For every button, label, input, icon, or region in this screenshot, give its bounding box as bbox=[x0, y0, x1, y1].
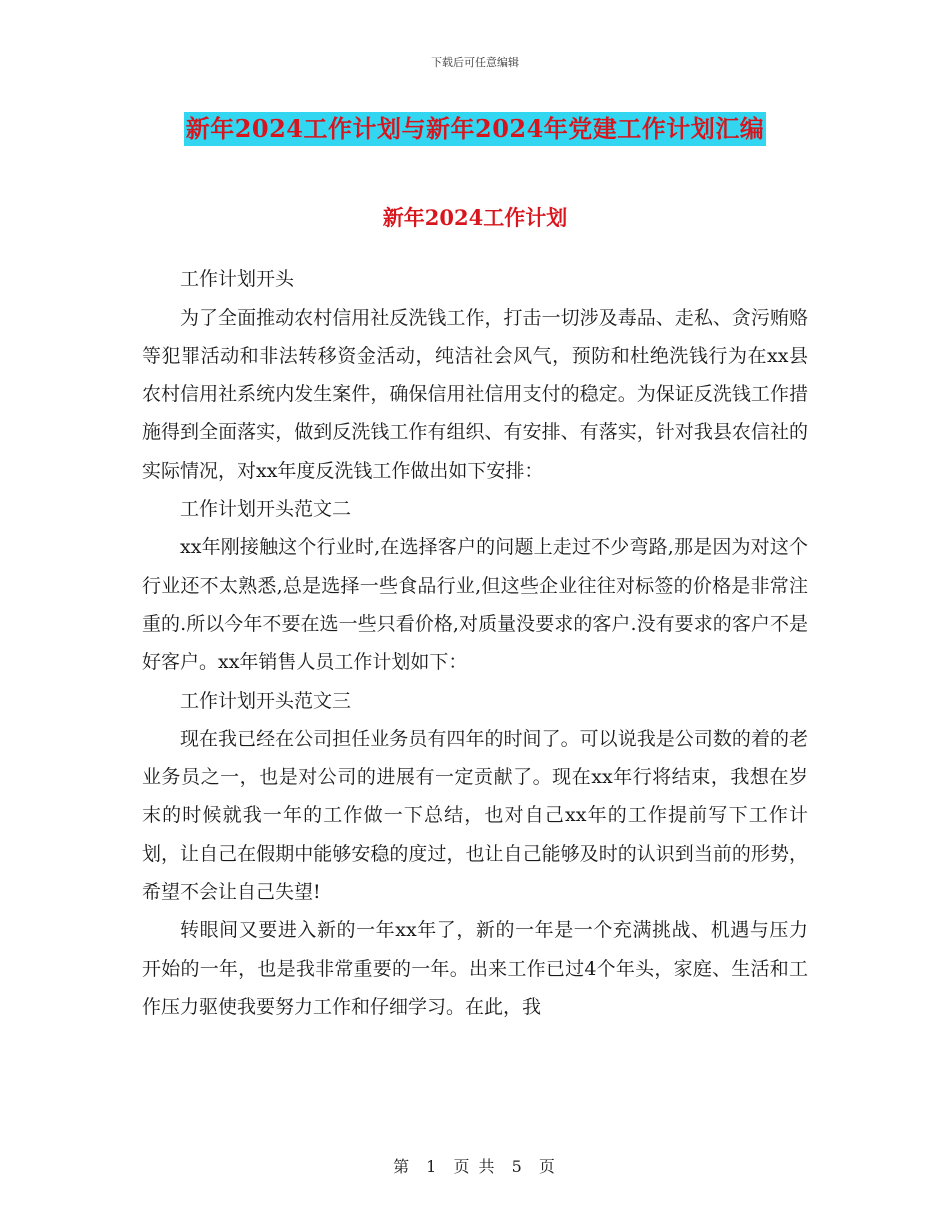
footer-page-current: 1 bbox=[426, 1157, 439, 1176]
document-title: 新年2024工作计划与新年2024年党建工作计划汇编 bbox=[184, 112, 767, 146]
page-footer bbox=[0, 1154, 950, 1177]
paragraph-2: xx年刚接触这个行业时,在选择客户的问题上走过不少弯路,那是因为对这个行业还不太熟悉,总是选择一些食品行业,但这些企业往往对标签的价格是非常注重的.所以今年不要在选一些只看价格,对质量没要求的客户.没有要求的客户不是好客户。xx年销售人员工作计划如下： bbox=[142, 536, 808, 674]
page-header-note: 下载后可任意编辑 bbox=[431, 56, 519, 69]
footer-page-total: 5 bbox=[511, 1157, 524, 1176]
footer-page-suffix: 页 bbox=[538, 1157, 557, 1176]
footer-page-label: 第 bbox=[393, 1157, 412, 1176]
paragraph-heading-3: 工作计划开头范文三 bbox=[180, 689, 352, 712]
body-text bbox=[142, 222, 808, 1026]
paragraph-1: 为了全面推动农村信用社反洗钱工作，打击一切涉及毒品、走私、贪污贿赂等犯罪活动和非法转移资金活动，纯洁社会风气，预防和杜绝洗钱行为在xx县农村信用社系统内发生案件，确保信用社信用支付的稳定。为保证反洗钱工作措施得到全面落实，做到反洗钱工作有组织、有安排、有落实，针对我县农信社的实际情况，对xx年度反洗钱工作做出如下安排： bbox=[142, 306, 808, 482]
paragraph-3: 现在我已经在公司担任业务员有四年的时间了。可以说我是公司数的着的老业务员之一，也是对公司的进展有一定贡献了。现在xx年行将结束，我想在岁末的时候就我一年的工作做一下总结，也对自己xx年的工作提前写下工作计划，让自己在假期中能够安稳的度过，也让自己能够及时的认识到当前的形势，希望不会让自己失望! bbox=[142, 727, 808, 904]
footer-page-mid: 页 共 bbox=[453, 1157, 497, 1176]
paragraph-4: 转眼间又要进入新的一年xx年了，新的一年是一个充满挑战、机遇与压力开始的一年，也是我非常重要的一年。出来工作已过4个年头，家庭、生活和工作压力驱使我要努力工作和仔细学习。在此，我 bbox=[142, 919, 808, 1018]
paragraph-heading-1: 工作计划开头 bbox=[180, 268, 295, 291]
document-title-wrapper bbox=[0, 112, 950, 146]
paragraph-heading-2: 工作计划开头范文二 bbox=[180, 498, 352, 521]
section-title: 新年2024工作计划 bbox=[382, 205, 568, 230]
